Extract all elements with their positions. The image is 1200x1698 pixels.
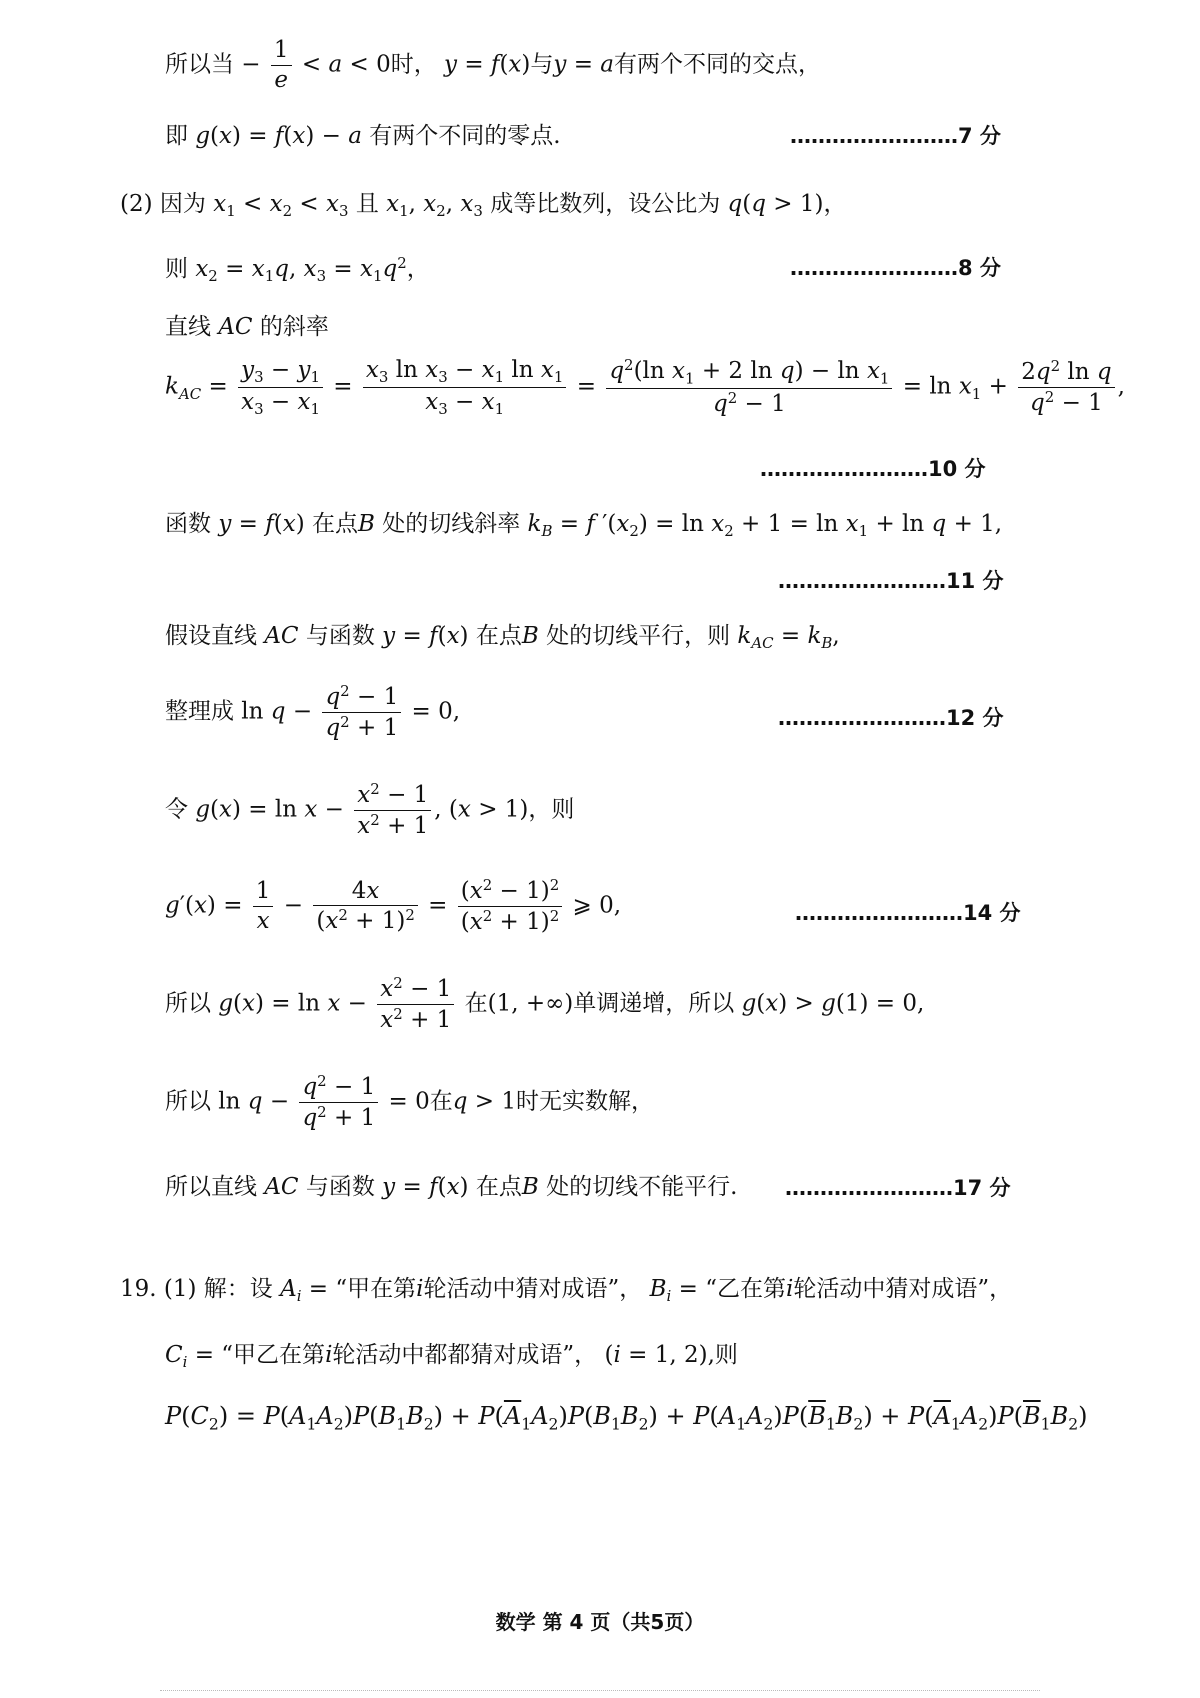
score-mark: ……………………8 分 xyxy=(790,256,1001,280)
text-line: 整理成 ln q − $\frac{q^2 - 1}{q^2 + 1}$ = 0, xyxy=(165,682,461,742)
text-line: 所以 ln q − $\frac{q^2 - 1}{q^2 + 1}$ = 0在q > 1时无实数解， xyxy=(165,1072,655,1132)
text-line: 令 g(x) = ln x − $\frac{x^2 - 1}{x^2 + 1}$ , (x > 1)，则 xyxy=(165,780,575,840)
score-mark: ……………………11 分 xyxy=(778,569,1004,593)
text-line: 所以当 − $\frac{1}{e}$ < a < 0时， y = f(x)与y = a有两个不同的交点， xyxy=(165,37,822,93)
text-line: (2) 因为 $x_1 < x_2 < x_3$ 且 $x_1$, $x_2$, $x_3$ 成等比数列，设公比为 q(q > 1)， xyxy=(120,191,847,221)
text-line: 直线 AC 的斜率 xyxy=(165,314,329,340)
score-mark: ……………………10 分 xyxy=(760,457,986,481)
text-line: 所以直线 AC 与函数 y = f(x) 在点B 处的切线不能平行. xyxy=(165,1174,738,1200)
score-mark: ……………………7 分 xyxy=(790,124,1001,148)
score-mark: ……………………12 分 xyxy=(778,706,1004,730)
score-mark: ……………………14 分 xyxy=(795,901,1021,925)
bottom-divider xyxy=(160,1690,1040,1691)
text-line: 所以 g(x) = ln x − $\frac{x^2 - 1}{x^2 + 1}$ 在(1, +∞)单调递增，所以 g(x) > g(1) = 0, xyxy=(165,974,925,1034)
probability-formula: $P(C_2) = P(A_1A_2)P(B_1B_2) + P(\overline{A}_1A_2)P(B_1B_2) + P(A_1A_2)P(\overline{B}_1B_2) + P(\overline{A}_1A_2)P(\overline{B}_1B_2)$ xyxy=(165,1402,1088,1434)
fraction: $\frac{1}{e}$ xyxy=(271,36,292,95)
formula-slope: $k_{AC}$ = $\frac{y_3 - y_1}{x_3 - x_1}$ = $\frac{x_3 \ln x_3 - x_1 \ln x_1}{x_3 - x_1}$ = $\frac{q^2(\ln x_1 + 2 \ln q) - \ln x_1}{q^2 - 1}$ = $\ln x_1$ + $\frac{2q^2 \ln q}{q^2 - 1}$ , xyxy=(165,356,1125,419)
text-line: 假设直线 AC 与函数 y = f(x) 在点B 处的切线平行，则 $k_{AC} = k_B$, xyxy=(165,623,840,653)
score-mark: ……………………17 分 xyxy=(785,1176,1011,1200)
problem-19-line-1: 19. (1) 解：设 $A_i$ = “甲在第i轮活动中猜对成语”， $B_i$ = “乙在第i轮活动中猜对成语”， xyxy=(120,1276,1013,1306)
problem-19-line-2: $C_i$ = “甲乙在第i轮活动中都都猜对成语”， (i = 1, 2),则 xyxy=(165,1342,738,1372)
text-line: 函数 y = f(x) 在点B 处的切线斜率 $k_B = f$ $'(x_2) = \ln x_2 + 1 = \ln x_1 + \ln q + 1$, xyxy=(165,511,1003,541)
page-footer: 数学 第 4 页（共5页） xyxy=(495,1610,705,1634)
text-line: 即 g(x) = f(x) − a 有两个不同的零点. xyxy=(165,123,561,149)
text-line: 则 $x_2 = x_1q$, $x_3 = x_1q^2$， xyxy=(165,253,430,286)
text-line: g′(x) = $\frac{1}{x}$ − $\frac{4x}{(x^2 + 1)^2}$ = $\frac{(x^2 - 1)^2}{(x^2 + 1)^2}$ ⩾ 0, xyxy=(165,876,622,936)
